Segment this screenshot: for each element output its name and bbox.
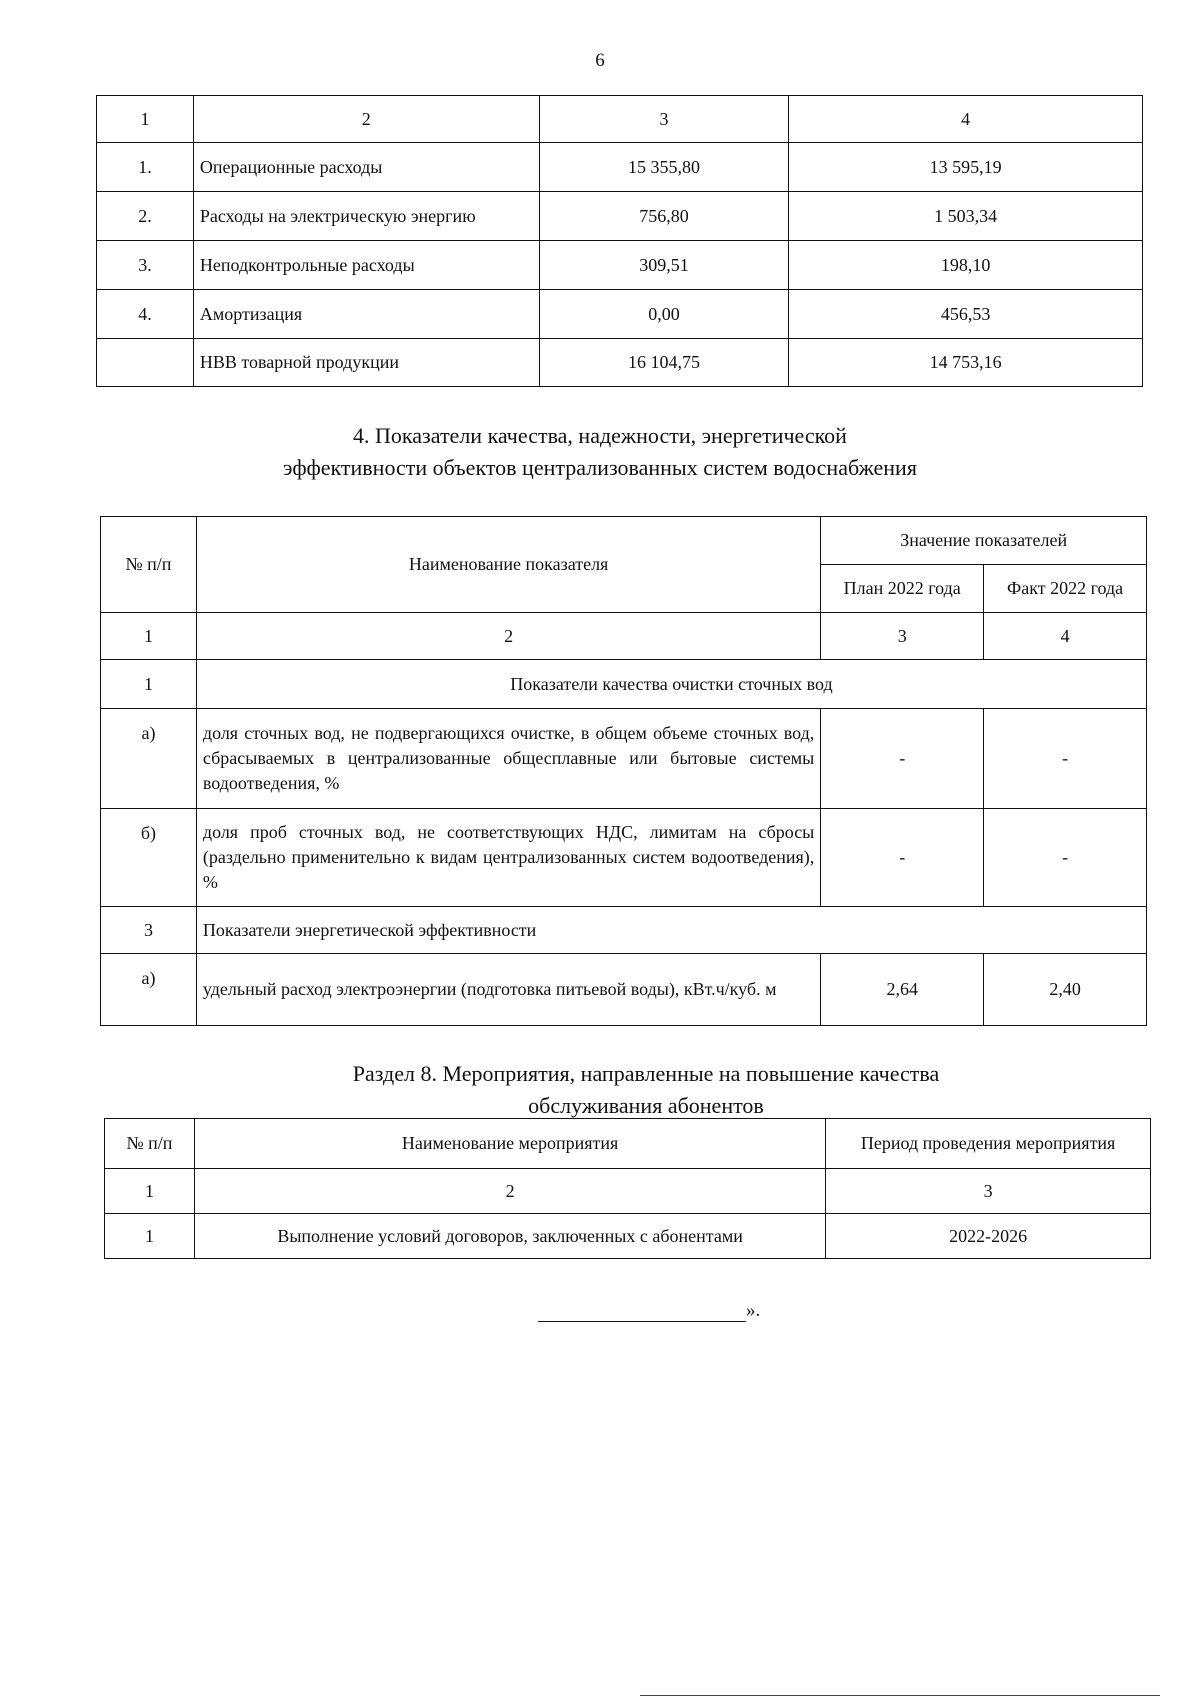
- table-row: [101, 517, 1147, 565]
- row-plan: 0,00: [539, 290, 789, 339]
- indicator-fact: -: [984, 709, 1147, 809]
- row-fact: 198,10: [789, 241, 1143, 290]
- header-num: № п/п: [105, 1119, 195, 1169]
- table-row: [105, 1214, 1151, 1259]
- cost-header-1: 1: [97, 96, 194, 143]
- activity-period: 2022-2026: [826, 1214, 1151, 1259]
- table-row: [97, 143, 1143, 192]
- section8-title-line2: обслуживания абонентов: [528, 1093, 764, 1118]
- row-number: 1.: [97, 143, 194, 192]
- section4-title-line1: 4. Показатели качества, надежности, энергетической: [353, 423, 847, 448]
- row-number: а): [101, 709, 197, 809]
- activities-table: [104, 1118, 1151, 1259]
- row-plan: 15 355,80: [539, 143, 789, 192]
- row-number: [97, 339, 194, 387]
- row-number: а): [101, 954, 197, 1026]
- index-1: 1: [105, 1169, 195, 1214]
- group-number: 3: [101, 907, 197, 954]
- cost-header-4: 4: [789, 96, 1143, 143]
- row-name: Операционные расходы: [193, 143, 539, 192]
- activity-name: Выполнение условий договоров, заключенных с абонентами: [194, 1214, 825, 1259]
- group-title: Показатели энергетической эффективности: [196, 907, 1146, 954]
- header-activity-name: Наименование мероприятия: [194, 1119, 825, 1169]
- row-fact: 1 503,34: [789, 192, 1143, 241]
- row-fact: 456,53: [789, 290, 1143, 339]
- table-row: [101, 660, 1147, 709]
- cost-header-3: 3: [539, 96, 789, 143]
- header-period: Период проведения мероприятия: [826, 1119, 1151, 1169]
- table-row: [97, 290, 1143, 339]
- group-number: 1: [101, 660, 197, 709]
- header-num: № п/п: [101, 517, 197, 613]
- indicator-text: удельный расход электроэнергии (подготовка питьевой воды), кВт.ч/куб. м: [196, 954, 820, 1026]
- table-row: [101, 907, 1147, 954]
- quality-indicators-table: [100, 516, 1147, 1026]
- group-title: Показатели качества очистки сточных вод: [196, 660, 1146, 709]
- row-plan: 309,51: [539, 241, 789, 290]
- row-plan: 16 104,75: [539, 339, 789, 387]
- header-values: Значение показателей: [821, 517, 1147, 565]
- indicator-fact: -: [984, 809, 1147, 907]
- table-row: [97, 192, 1143, 241]
- row-number: 2.: [97, 192, 194, 241]
- section4-title: [0, 420, 1200, 484]
- row-number: 1: [105, 1214, 195, 1259]
- table-row: [101, 809, 1147, 907]
- closing-quote: ».: [746, 1300, 761, 1321]
- section4-title-line2: эффективности объектов централизованных систем водоснабжения: [283, 455, 917, 480]
- indicator-text: доля проб сточных вод, не соответствующих НДС, лимитам на сбросы (раздельно применительно к видам централизованных систем водоотведения), %: [196, 809, 820, 907]
- table-row: [101, 709, 1147, 809]
- section8-title: [46, 1058, 1200, 1122]
- table-row: [97, 96, 1143, 143]
- section8-title-line1: Раздел 8. Мероприятия, направленные на повышение качества: [352, 1061, 940, 1086]
- indicator-fact: 2,40: [984, 954, 1147, 1026]
- row-number: 4.: [97, 290, 194, 339]
- row-fact: 14 753,16: [789, 339, 1143, 387]
- cost-table: [96, 95, 1143, 387]
- indicator-text: доля сточных вод, не подвергающихся очистке, в общем объеме сточных вод, сбрасываемых в централизованные общесплавные или бытовые системы водоотведения, %: [196, 709, 820, 809]
- row-name: Неподконтрольные расходы: [193, 241, 539, 290]
- signature-line: [538, 1303, 746, 1322]
- index-3: 3: [826, 1169, 1151, 1214]
- indicator-plan: -: [821, 709, 984, 809]
- table-row: [101, 613, 1147, 660]
- table-row: [105, 1119, 1151, 1169]
- header-fact: Факт 2022 года: [984, 565, 1147, 613]
- indicator-plan: -: [821, 809, 984, 907]
- table-row: [101, 954, 1147, 1026]
- cost-header-2: 2: [193, 96, 539, 143]
- closing-mark: [538, 1300, 760, 1322]
- row-name: НВВ товарной продукции: [193, 339, 539, 387]
- indicator-plan: 2,64: [821, 954, 984, 1026]
- row-number: б): [101, 809, 197, 907]
- page-number: 6: [595, 50, 605, 71]
- index-3: 3: [821, 613, 984, 660]
- table-row: [97, 339, 1143, 387]
- row-name: Расходы на электрическую энергию: [193, 192, 539, 241]
- row-plan: 756,80: [539, 192, 789, 241]
- index-1: 1: [101, 613, 197, 660]
- index-4: 4: [984, 613, 1147, 660]
- index-2: 2: [194, 1169, 825, 1214]
- table-row: [105, 1169, 1151, 1214]
- row-number: 3.: [97, 241, 194, 290]
- index-2: 2: [196, 613, 820, 660]
- table-row: [97, 241, 1143, 290]
- header-indicator-name: Наименование показателя: [196, 517, 820, 613]
- header-plan: План 2022 года: [821, 565, 984, 613]
- row-fact: 13 595,19: [789, 143, 1143, 192]
- bottom-divider: [640, 1695, 1160, 1696]
- row-name: Амортизация: [193, 290, 539, 339]
